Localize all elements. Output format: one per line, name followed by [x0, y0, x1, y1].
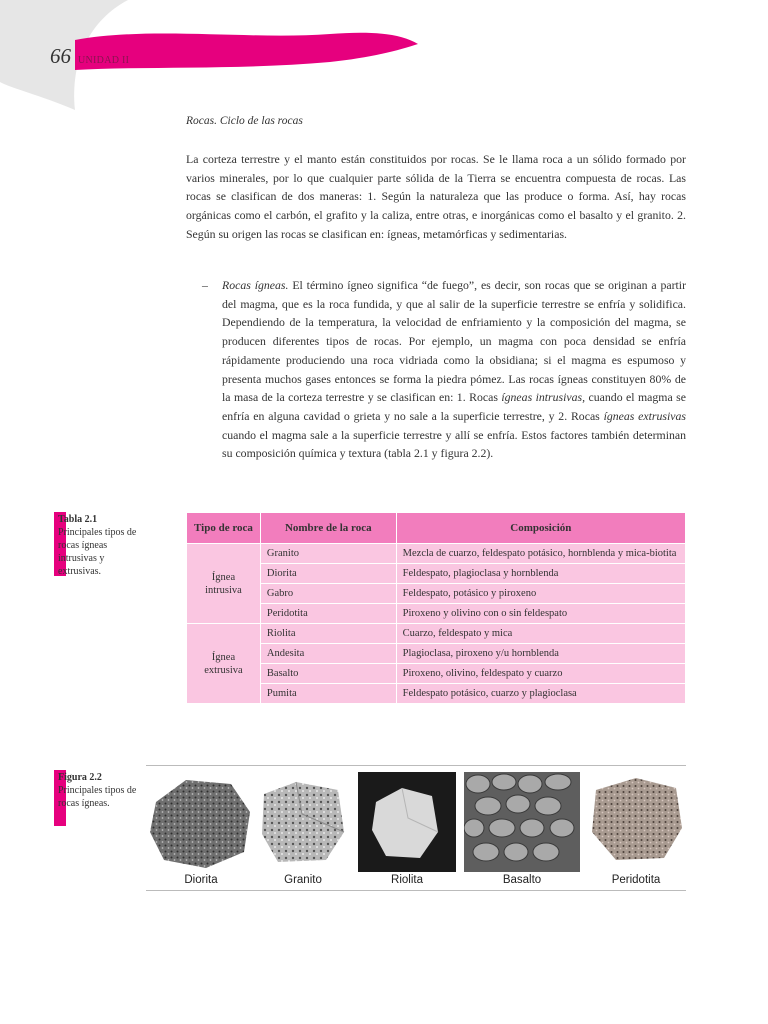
label-granito: Granito	[284, 874, 322, 886]
page-header	[0, 0, 768, 120]
section-title: Rocas. Ciclo de las rocas	[186, 115, 303, 127]
bullet-igneous	[202, 276, 686, 463]
table-caption	[58, 513, 144, 578]
rock-name: Riolita	[260, 624, 396, 644]
rock-name: Diorita	[260, 564, 396, 584]
rock-basalto	[464, 766, 580, 890]
intro-paragraph: La corteza terrestre y el manto están constituidos por rocas. Se le llama roca a un sólido formado por varios minerales, por lo que cualquier parte sólida de la Tierra se encuentra compuesta de rocas. Las rocas se clasifican de dos maneras: 1. Según la naturaleza que las produce o forma. Así, hay rocas orgánicas como el carbón, el grafito y la caliza, entre otras, e inorgánicas como el basalto y el granito. 2. Según su origen las rocas se clasifican en: ígneas, metamórficas y sedimentarias.	[186, 152, 686, 241]
figure-caption-title: Figura 2.2	[58, 772, 102, 783]
bullet-text-b: cuando el magma se enfría en alguna cavidad o grieta y no sale a la superficie terrestre, y 2. Rocas	[222, 390, 686, 423]
rock-name: Basalto	[260, 664, 396, 684]
table-row	[187, 564, 686, 584]
riolita-image	[358, 772, 456, 872]
table-caption-text: Principales tipos de rocas ígneas intrusivas y extrusivas.	[58, 527, 137, 577]
rock-name: Peridotita	[260, 604, 396, 624]
peridotita-image	[586, 772, 686, 872]
bullet-term-extrusive: ígneas extrusivas	[603, 408, 686, 423]
rock-types-table	[186, 512, 686, 704]
bullet-dash: –	[202, 278, 208, 292]
table-row	[187, 584, 686, 604]
basalto-image	[464, 772, 580, 872]
page-number: 66	[50, 44, 71, 68]
rock-granito	[256, 766, 350, 890]
table-row	[187, 624, 686, 644]
table-caption-title: Tabla 2.1	[58, 514, 98, 525]
bullet-text	[222, 276, 686, 463]
label-basalto: Basalto	[502, 874, 542, 886]
rock-name: Andesita	[260, 644, 396, 664]
rock-figure	[146, 765, 686, 891]
rock-composition: Piroxeno y olivino con o sin feldespato	[396, 604, 685, 624]
header-name: Nombre de la roca	[260, 513, 396, 544]
unit-label: UNIDAD II	[78, 55, 130, 66]
bullet-term-intrusive: ígneas intrusivas,	[501, 390, 586, 405]
table-row	[187, 544, 686, 564]
group-type-intrusive: Ígnea intrusiva	[187, 544, 261, 624]
rock-peridotita	[586, 766, 686, 890]
rock-name: Gabro	[260, 584, 396, 604]
rock-composition: Mezcla de cuarzo, feldespato potásico, hornblenda y mica-biotita	[396, 544, 685, 564]
rock-diorita	[146, 766, 256, 890]
label-peridotita: Peridotita	[611, 874, 661, 886]
table-row	[187, 644, 686, 664]
granito-image	[256, 772, 350, 872]
table-row	[187, 664, 686, 684]
table-header-row	[187, 513, 686, 544]
label-riolita: Riolita	[391, 874, 423, 886]
bullet-text-c: cuando el magma sale a la superficie terrestre y allí se enfría. Estos factores también determinan su composición química y textura (tabla 2.1 y figura 2.2).	[222, 427, 686, 461]
group-type-extrusive: Ígnea extrusiva	[187, 624, 261, 704]
header-composition: Composición	[396, 513, 685, 544]
bullet-text-a: El término ígneo significa “de fuego”, es decir, son rocas que se originan a partir del magma, que es la roca fundida, y que al salir de la superficie terrestre se enfría y solidifica. Dependiendo de la temperatura, la velocidad de enfriamiento y la composición del magma, se producen diferentes tipos de rocas. Por ejemplo, un magma con poca densidad se enfría rápidamente produciendo una roca vidriada como la obsidiana; si el magma es espumoso y presenta muchos gases entonces se forma la piedra pómez. Las rocas ígneas constituyen 80% de la masa de la corteza terrestre y se clasifican en: 1. Rocas	[222, 278, 686, 405]
header-type: Tipo de roca	[187, 513, 261, 544]
rock-composition: Feldespato, potásico y piroxeno	[396, 584, 685, 604]
figure-caption-text: Principales tipos de rocas ígneas.	[58, 785, 137, 809]
rock-composition: Feldespato, plagioclasa y hornblenda	[396, 564, 685, 584]
rock-name: Granito	[260, 544, 396, 564]
rock-composition: Plagioclasa, piroxeno y/u hornblenda	[396, 644, 685, 664]
table-row	[187, 604, 686, 624]
label-diorita: Diorita	[184, 874, 218, 886]
rock-composition: Cuarzo, feldespato y mica	[396, 624, 685, 644]
table-row	[187, 684, 686, 704]
rock-riolita	[358, 766, 456, 890]
rock-composition: Piroxeno, olivino, feldespato y cuarzo	[396, 664, 685, 684]
figure-caption	[58, 771, 144, 810]
bullet-term: Rocas ígneas.	[222, 278, 289, 292]
rock-composition: Feldespato potásico, cuarzo y plagioclasa	[396, 684, 685, 704]
rock-name: Pumita	[260, 684, 396, 704]
diorita-image	[146, 772, 256, 872]
